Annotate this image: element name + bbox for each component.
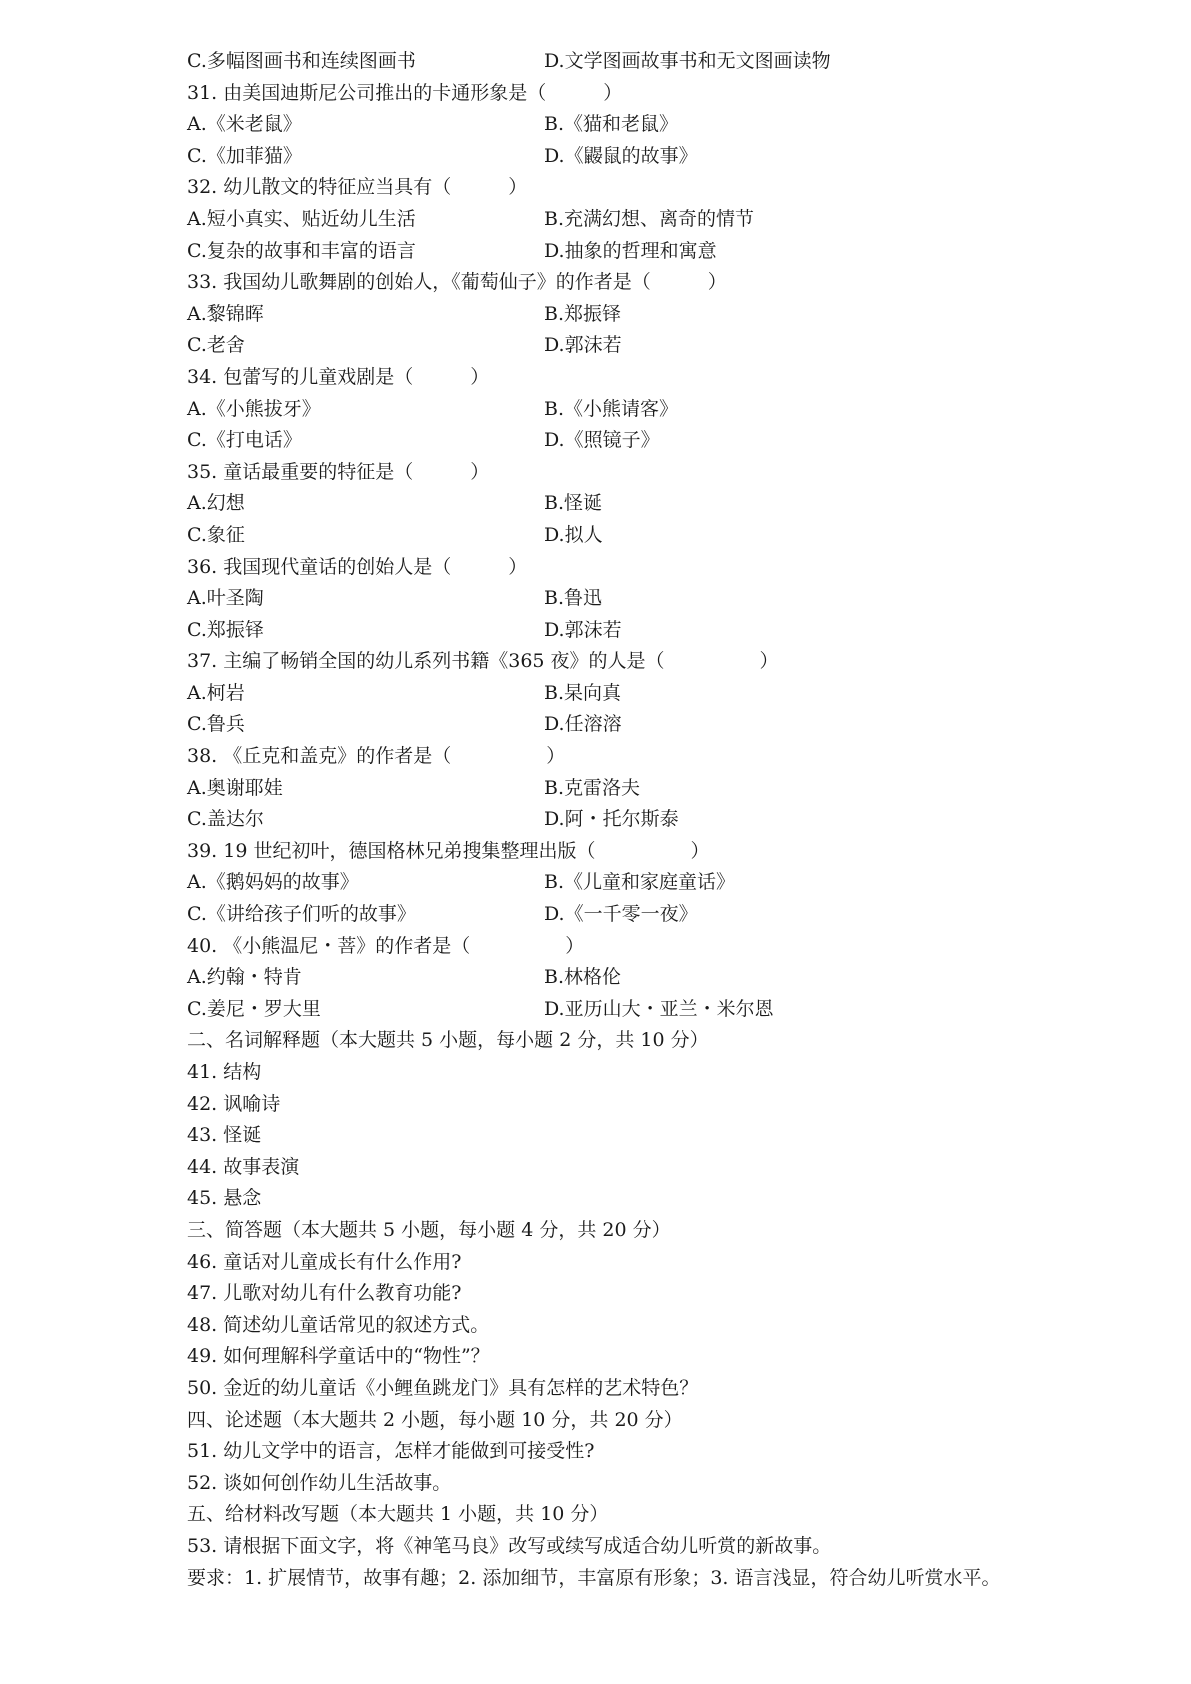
answer-options-row [187,678,1191,710]
question-line: 38. 《丘克和盖克》的作者是（ ） [187,745,566,768]
question-line: 50. 金近的幼儿童话《小鲤鱼跳龙门》具有怎样的艺术特色？ [187,1376,699,1399]
answer-options-row [187,899,1191,931]
answer-option: D.拟人 [544,523,603,546]
question-line: 37. 主编了畅销全国的幼儿系列书籍《365 夜》的人是（ ） [187,650,779,673]
answer-option: D.郭沫若 [544,618,622,641]
answer-options-row [187,488,1191,520]
question-line: 35. 童话最重要的特征是（ ） [187,460,490,483]
answer-option: D.亚历山大・亚兰・米尔恩 [544,997,774,1020]
section-heading: 五、给材料改写题（本大题共 1 小题，共 10 分） [187,1503,609,1526]
question-line: 47. 儿歌对幼儿有什么教育功能? [187,1282,462,1305]
answer-option: B.《儿童和家庭童话》 [544,871,736,894]
answer-option: C.《讲给孩子们听的故事》 [187,903,416,926]
question-line: 41. 结构 [187,1061,262,1083]
answer-option: B.充满幻想、离奇的情节 [544,207,755,230]
answer-options-row [187,867,1191,899]
answer-options-row [187,804,1191,836]
answer-options-row [187,299,1191,331]
answer-options-row [187,236,1191,268]
section-heading: 二、名词解释题（本大题共 5 小题，每小题 2 分，共 10 分） [187,1029,709,1052]
question-line: 31. 由美国迪斯尼公司推出的卡通形象是（ ） [187,81,623,104]
answer-options-row [187,109,1191,141]
answer-options-row [187,394,1191,426]
answer-options-row [187,204,1191,236]
answer-option: D.文学图画故事书和无文图画读物 [544,50,831,72]
question-line: 40. 《小熊温尼・菩》的作者是（ ） [187,934,585,957]
question-line: 44. 故事表演 [187,1155,300,1178]
question-line: 45. 悬念 [187,1187,262,1210]
answer-options-row [187,520,1191,552]
answer-option: D.《鼹鼠的故事》 [544,144,698,167]
question-line: 42. 讽喻诗 [187,1092,281,1115]
answer-option: D.《一千零一夜》 [544,903,698,926]
answer-option: D.《照镜子》 [544,429,660,452]
answer-options-row [187,330,1191,362]
question-line: 52. 谈如何创作幼儿生活故事。 [187,1471,452,1494]
question-line: 32. 幼儿散文的特征应当具有（ ） [187,176,528,199]
answer-option: C.《加菲猫》 [187,144,302,167]
question-line: 53. 请根据下面文字，将《神笔马良》改写或续写成适合幼儿听赏的新故事。 [187,1534,832,1557]
answer-options-row [187,994,1191,1026]
answer-options-row [187,425,1191,457]
answer-options-row [187,709,1191,741]
answer-option: C.盖达尔 [187,808,264,831]
answer-option: A.《鹅妈妈的故事》 [187,871,359,894]
answer-option: B.怪诞 [544,492,603,515]
question-line: 要求：1. 扩展情节，故事有趣；2. 添加细节，丰富原有形象；3. 语言浅显，符合幼儿听赏水平。 [187,1566,1001,1589]
exam-content [187,46,1191,1594]
answer-option: B.《猫和老鼠》 [544,113,679,136]
answer-option: C.老舍 [187,334,245,357]
answer-option: A.《小熊拔牙》 [187,397,321,420]
answer-option: D.郭沫若 [544,334,622,357]
answer-option: A.奥谢耶娃 [187,776,283,799]
answer-options-row [187,615,1191,647]
answer-option: A.《米老鼠》 [187,113,302,136]
answer-options-row [187,141,1191,173]
answer-option: B.鲁迅 [544,587,603,610]
answer-option: A.黎锦晖 [187,302,264,325]
answer-options-row [187,773,1191,805]
question-line: 33. 我国幼儿歌舞剧的创始人，《葡萄仙子》的作者是（ ） [187,271,727,294]
answer-option: C.姜尼・罗大里 [187,997,321,1020]
answer-option: B.林格伦 [544,966,622,989]
answer-option: D.阿・托尔斯泰 [544,808,679,831]
question-line: 36. 我国现代童话的创始人是（ ） [187,555,528,578]
question-line: 48. 简述幼儿童话常见的叙述方式。 [187,1313,490,1336]
answer-options-row [187,46,1191,78]
answer-option: A.叶圣陶 [187,587,264,610]
answer-option: C.象征 [187,523,245,546]
answer-option: B.《小熊请客》 [544,397,679,420]
section-heading: 四、论述题（本大题共 2 小题，每小题 10 分，共 20 分） [187,1408,683,1431]
answer-option: A.柯岩 [187,681,245,704]
answer-option: A.约翰・特肯 [187,966,302,989]
section-heading: 三、简答题（本大题共 5 小题，每小题 4 分，共 20 分） [187,1218,671,1241]
answer-option: C.多幅图画书和连续图画书 [187,50,416,72]
question-line: 46. 童话对儿童成长有什么作用? [187,1250,462,1273]
answer-option: C.复杂的故事和丰富的语言 [187,239,416,262]
answer-option: D.任溶溶 [544,713,622,736]
question-line: 51. 幼儿文学中的语言，怎样才能做到可接受性? [187,1440,595,1463]
answer-option: B.杲向真 [544,681,622,704]
question-line: 39. 19 世纪初叶，德国格林兄弟搜集整理出版（ ） [187,839,710,862]
answer-option: A.幻想 [187,492,245,515]
question-line: 49. 如何理解科学童话中的“物性”？ [187,1345,490,1368]
answer-option: C.鲁兵 [187,713,245,736]
question-line: 43. 怪诞 [187,1124,262,1147]
question-line: 34. 包蕾写的儿童戏剧是（ ） [187,365,490,388]
answer-option: B.克雷洛夫 [544,776,641,799]
answer-options-row [187,583,1191,615]
answer-option: D.抽象的哲理和寓意 [544,239,717,262]
answer-option: A.短小真实、贴近幼儿生活 [187,207,416,230]
answer-options-row [187,962,1191,994]
answer-option: C.《打电话》 [187,429,302,452]
answer-option: C.郑振铎 [187,618,264,641]
answer-option: B.郑振铎 [544,302,622,325]
